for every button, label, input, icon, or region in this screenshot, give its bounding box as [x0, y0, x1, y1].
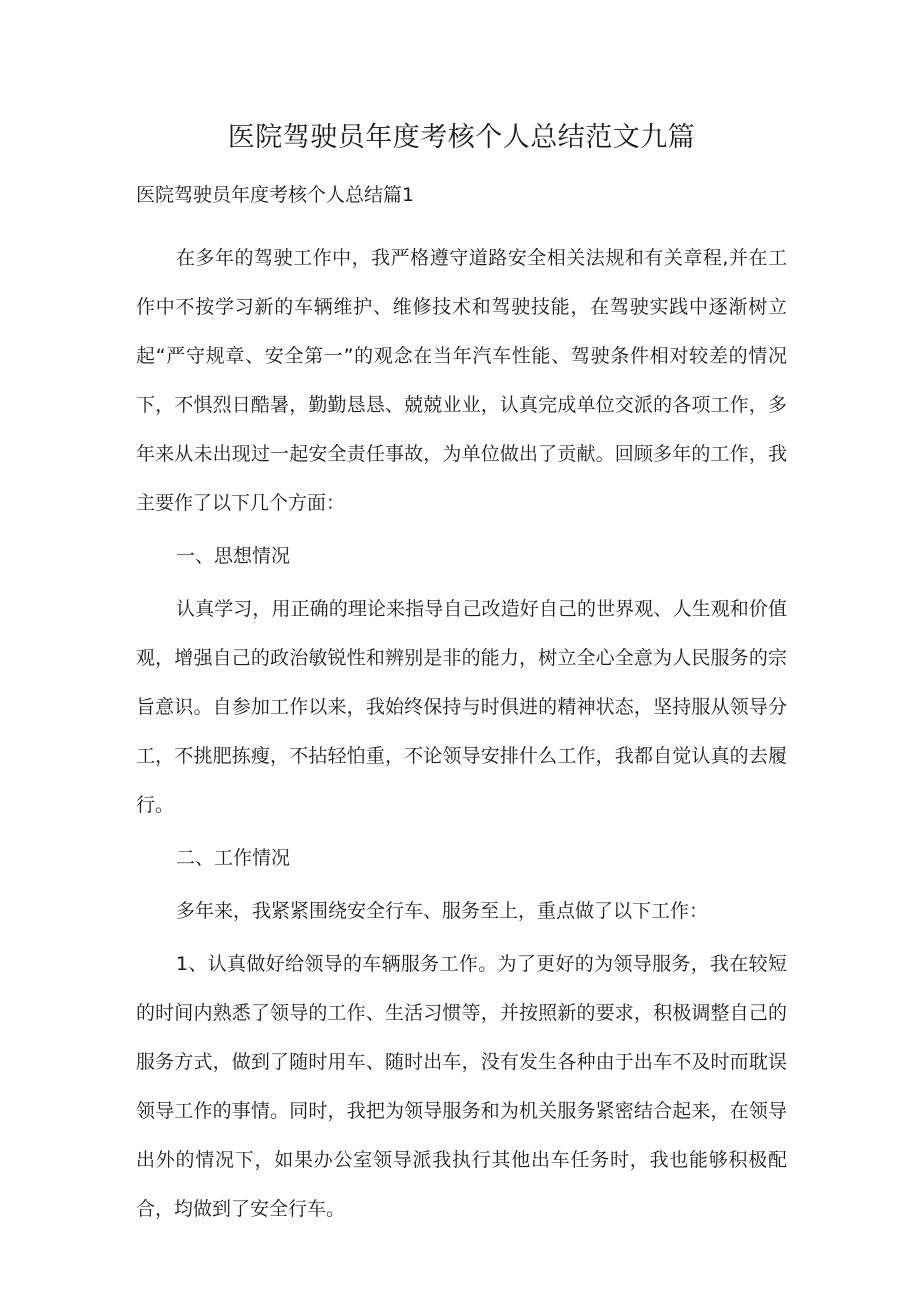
- paragraph-work-item-1: 1、认真做好给领导的车辆服务工作。为了更好的为领导服务，我在较短的时间内熟悉了领导的工作、生活习惯等，并按照新的要求，积极调整自己的服务方式，做到了随时用车、随时出车，没有发生各种由于出车不及时而耽误领导工作的事情。同时，我把为领导服务和为机关服务紧密结合起来，在领导出外的情况下，如果办公室领导派我执行其他出车任务时，我也能够积极配合，均做到了安全行车。: [136, 953, 787, 1220]
- section-heading-thought: 一、思想情况: [176, 545, 291, 567]
- paragraph-work-intro: 多年来，我紧紧围绕安全行车、服务至上，重点做了以下工作：: [176, 900, 709, 922]
- section-heading-work: 二、工作情况: [176, 847, 291, 869]
- paragraph-thought: 认真学习，用正确的理论来指导自己改造好自己的世界观、人生观和价值观，增强自己的政治敏锐性和辨别是非的能力，树立全心全意为人民服务的宗旨意识。自参加工作以来，我始终保持与时俱进的精神状态，坚持服从领导分工，不挑肥拣瘦，不拈轻怕重，不论领导安排什么工作，我都自觉认真的去履行。: [136, 598, 787, 816]
- document-title: 医院驾驶员年度考核个人总结范文九篇: [227, 122, 696, 153]
- document-subtitle: 医院驾驶员年度考核个人总结篇1: [136, 184, 415, 206]
- paragraph-intro: 在多年的驾驶工作中，我严格遵守道路安全相关法规和有关章程,并在工作中不按学习新的车辆维护、维修技术和驾驶技能，在驾驶实践中逐渐树立起“严守规章、安全第一”的观念在当年汽车性能、驾驶条件相对较差的情况下，不惧烈日酷暑，勤勤恳恳、兢兢业业，认真完成单位交派的各项工作，多年来从未出现过一起安全责任事故，为单位做出了贡献。回顾多年的工作，我主要作了以下几个方面：: [136, 247, 787, 514]
